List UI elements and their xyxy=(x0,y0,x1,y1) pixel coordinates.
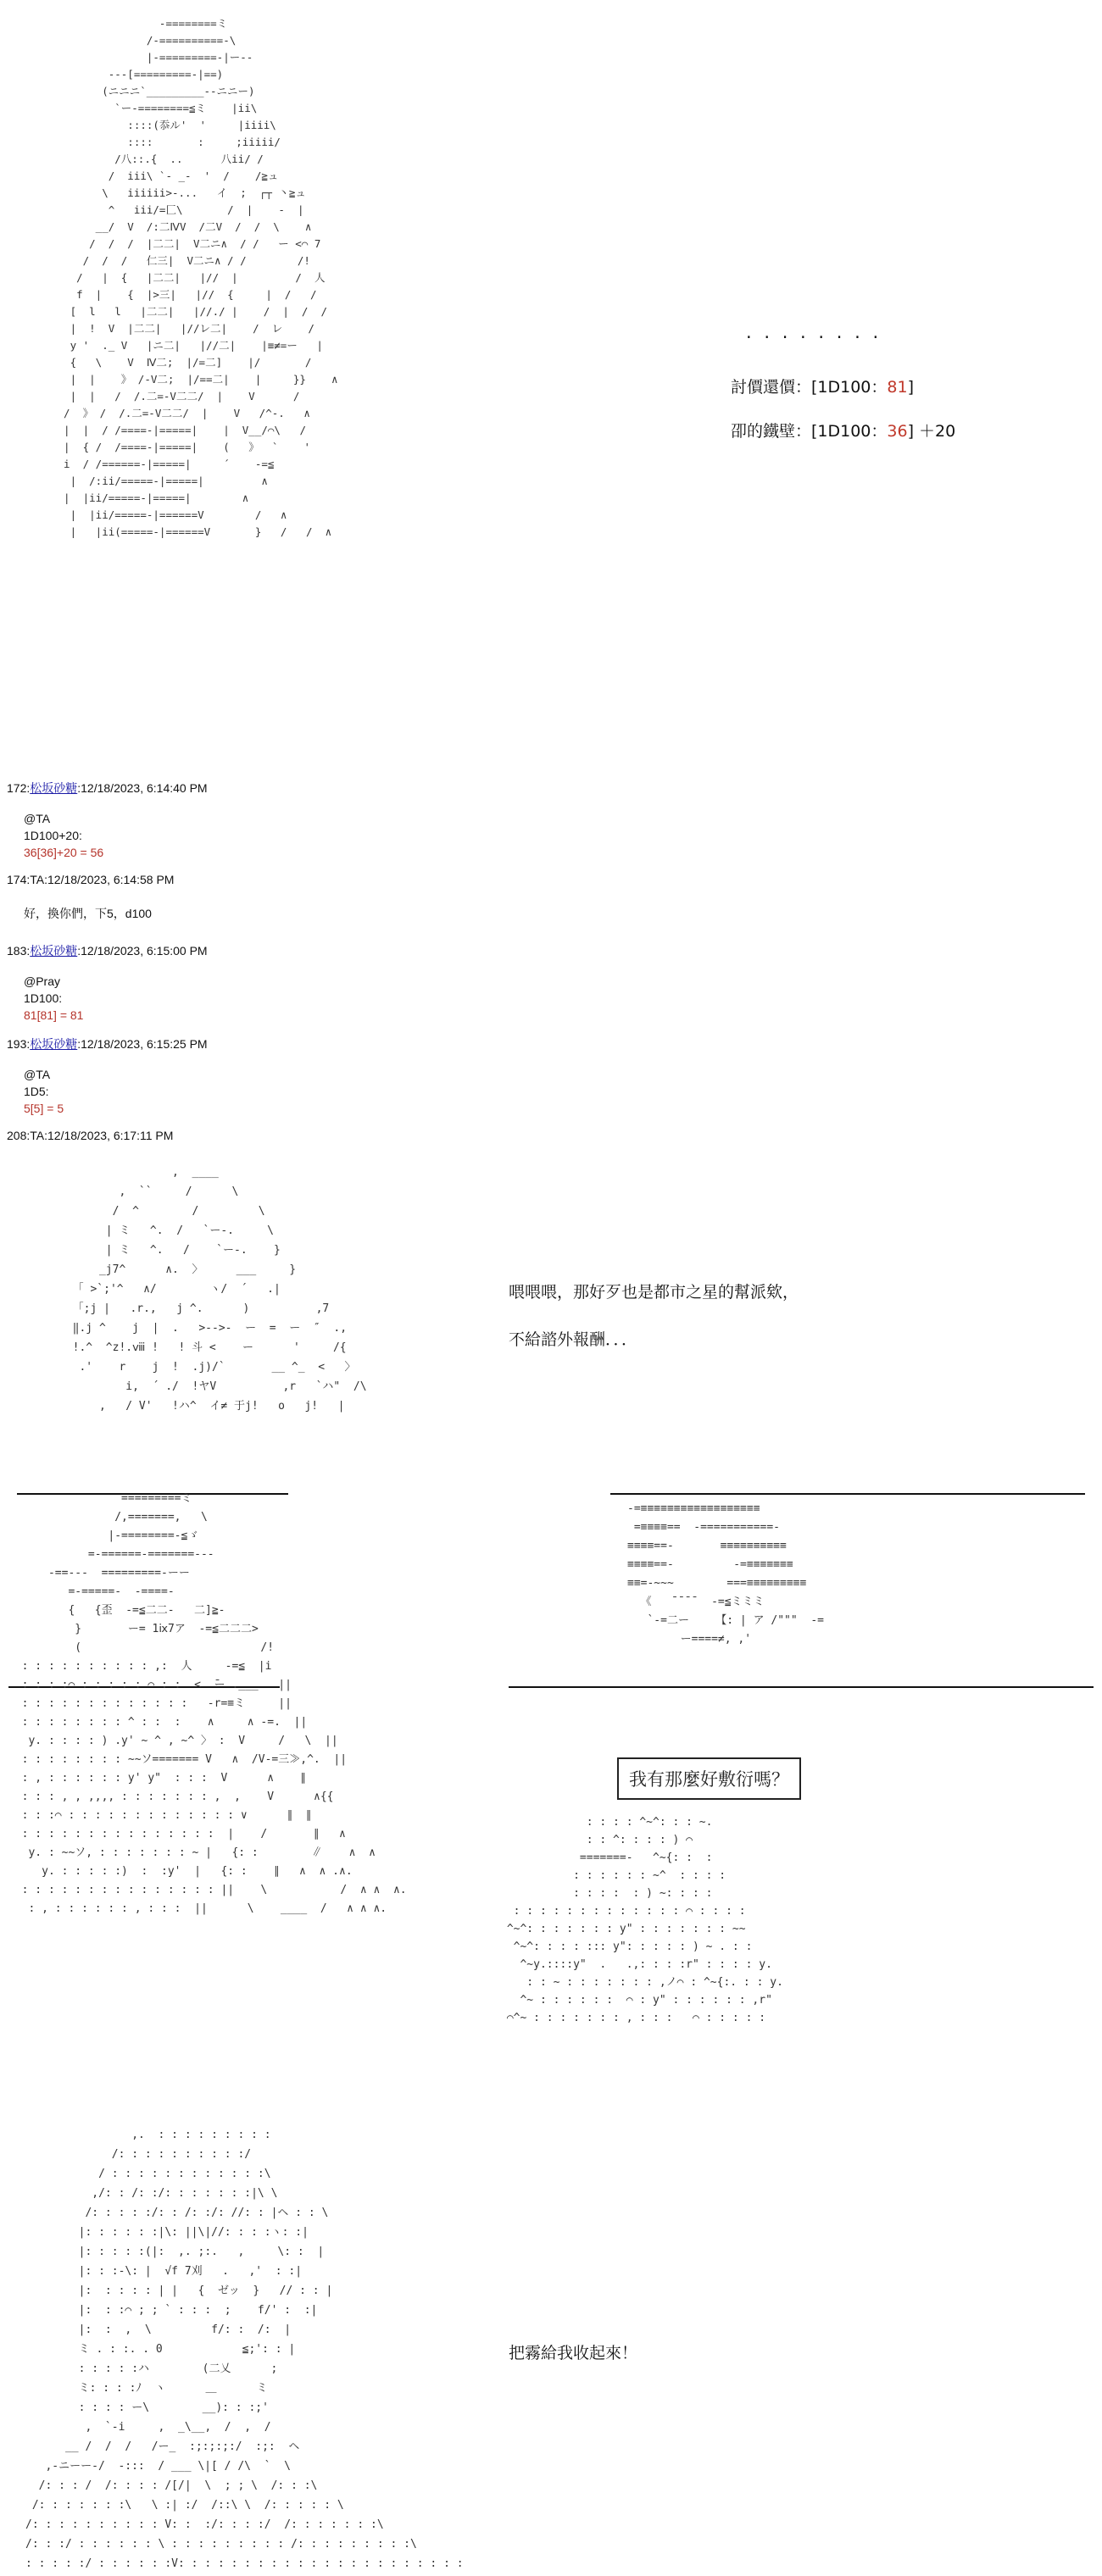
ascii-art-figure-cloak: =========ミ /,=======, \ |-========-≦ゞ =-======-=======--- -==--- =========-ーー =-=====- -====- { {歪 -=≦二二- 二]≧- } ー= 1ⅸ7ア -=≦二二二> ( /! : : : : : : : : : : ,: 人 -=≦ |i : : : :⌒ : : : : : ⌒ : : < ̄ー .___ || : : : : : : : : : : : : : ‐r=≡ミ || : : : : : : : : ^ : : : ∧ ∧ -=. || y. : : : : ) .y' ~ ^ , ~^ 〉 : V / \ || : : : : : : : : ~~ソ======= V ∧ /V-=三≫,^. || : , : : : : : : y' y" : : : V ∧ ∥ : : : , , ,,,, : : : : : : : , , V ∧{{ : : :⌒ : : : : : : : : : : : : : ∨ ∥ ∥ : : : : : : : : : : : : : : : | / ∥ ∧ y. : ~~ソ, : : : : : : : ~ | {: : ∥ ∧ ∧ y. : : : : :) : :y' | {: : ∥ ∧ ∧ .∧. : : : : : : : : : : : : : : : || \ / ∧ ∧ ∧. : , : : : : : : , : : : || \ ____ / ∧ ∧ ∧. xyxy=(21,1492,407,1915)
dialogue-line: 喂喂喂，那好歹也是都市之星的幫派欸， xyxy=(509,1283,799,1302)
dice-result-value: 5 xyxy=(57,1102,64,1115)
ascii-art-mist: : : : : ^~^: : : ~. : : ^: : : : ) ⌒ =======- ^~{: : : : : : : : : ~^ : : : : : : : : : ) ~: : : : : : : : : : : : : : : : : ⌒ : : : : ^~^: : : : : : : y" : : : : : : : ~~ ^~^: : : : ::: y": : : : : ) ~ . : : ^~y.::::y" . .,: : : :r" : : : : y. : : ~ : : : : : : : ,ノ⌒ : ^~{:. : : y. ^~ : : : : : : ⌒ : y" : : : : : : ,r" ⌒^~ : : : : : : : , : : : ⌒ : : : : : xyxy=(506,1816,783,2024)
roll-value: 81 xyxy=(887,378,908,397)
dice-result xyxy=(24,1007,83,1024)
roll-label: 討價還價：[1D100： xyxy=(731,378,888,397)
post-body xyxy=(24,810,103,861)
dice-result-expr: 36[36]+20 = xyxy=(24,846,91,859)
dice-result xyxy=(24,1100,64,1117)
post-author: TA xyxy=(30,873,45,886)
dice-result xyxy=(24,844,103,861)
roll-line-iron-wall xyxy=(731,419,955,441)
roll-suffix: ] xyxy=(907,378,915,397)
roll-label: 卲的鐵壁：[1D100： xyxy=(731,422,888,441)
roll-suffix: ] ＋20 xyxy=(907,422,956,441)
post-body xyxy=(24,905,152,922)
post-line: @TA xyxy=(24,812,51,825)
post-author-link[interactable]: 松坂砂糖 xyxy=(30,781,78,795)
post-timestamp: 12/18/2023, 6:15:25 PM xyxy=(81,1037,208,1051)
roll-value: 36 xyxy=(887,422,908,441)
speed-line xyxy=(509,1686,1094,1688)
post-number: 193 xyxy=(7,1037,27,1051)
post-author-link[interactable]: 松坂砂糖 xyxy=(30,1037,78,1051)
post-header: 208:TA:12/18/2023, 6:17:11 PM xyxy=(7,1129,174,1142)
post-number: 183 xyxy=(7,944,27,958)
post-body xyxy=(24,973,83,1024)
post-line: 1D100: xyxy=(24,991,63,1005)
post-number: 172 xyxy=(7,781,27,795)
dice-result-value: 56 xyxy=(90,846,104,859)
post-author: TA xyxy=(30,1129,45,1142)
dice-result-expr: 5[5] = xyxy=(24,1102,58,1115)
post-header: 193:松坂砂糖:12/18/2023, 6:15:25 PM xyxy=(7,1037,208,1051)
post-timestamp: 12/18/2023, 6:14:58 PM xyxy=(47,873,175,886)
ascii-art-character-portrait: ,. : : : : : : : : : /: : : : : : : : : :/ / : : : : : : : : : : : :\ ,/: : /: :/: : : : : : :|\ \ /: : : : :/: : /: :/: //: : |ヘ : : \ |: : : : : :|\: ||\|//: : : :ヽ: :| |: : : : :(|: ,. ;:. , \: : | |: : :-\: | √f 7刈 . ,' : :| |: : : : : | | { ゼッ } // : : | |: : :⌒ ; ; ` : : : ; f/' : :| |: : , \ f/: : /: | ミ . : :. . 0 ≦;': : | : : : : :ハ (二乂 ; ミ: : : :ﾉ ヽ ＿ ミ : : : : ー\ __): : :;' , `-i , _\__, / , / __ / / / /ー_ :;:;:;:/ :;: ヘ ,-ニーー‐/ -::: / ___ \|[ / /\ ` \ /: : : / /: : : : /[/| \ ; ; \ /: : :\ /: : : : : : :\ \ :| :/ /::\ \ /: : : : : \ /: : : : : : : : : : V: : :/: : : :/ /: : : : : : :\ /: : :/ : : : : : : \ : : : : : : : : : /: : : : : : : : :\ : : : : :/ : : : : : :V: : : : : : : : : : : : : : : : : : : : : : xyxy=(25,2129,464,2570)
ascii-art-shadow-figure: -=≡≡≡≡≡≡≡≡≡≡≡≡≡≡≡≡≡≡ =≡≡≡≡== -===========- ≡≡≡≡==- ≡≡≡≡≡≡≡≡≡≡ ≡≡≡≡==- -=≡≡≡≡≡≡≡ ≡≡=-~~~ ===≡≡≡≡≡≡≡≡≡ 《 ̄ ̄ ̄ ̄ -=≦ミミミ `-=二ー 【: | ア /""" -= ー====≠, ,' xyxy=(627,1502,825,1646)
post-timestamp: 12/18/2023, 6:17:11 PM xyxy=(47,1129,174,1142)
dialogue-line: 把霧給我收起來！ xyxy=(509,2344,638,2362)
dice-result-value: 81 xyxy=(70,1008,84,1022)
speed-line xyxy=(610,1493,1085,1495)
post-line: 好，換你們，下5，d100 xyxy=(24,907,152,920)
dice-result-expr: 81[81] = xyxy=(24,1008,70,1022)
post-line: @Pray xyxy=(24,974,60,988)
ellipsis-text: . . . . . . . . xyxy=(746,322,882,342)
post-header: 172:松坂砂糖:12/18/2023, 6:14:40 PM xyxy=(7,781,208,795)
speech-bubble: 我有那麼好敷衍嗎？ xyxy=(617,1757,801,1800)
post-number: 208 xyxy=(7,1129,27,1142)
post-number: 174 xyxy=(7,873,27,886)
post-header: 183:松坂砂糖:12/18/2023, 6:15:00 PM xyxy=(7,944,208,958)
dialogue-line: 不給諮外報酬．．． xyxy=(509,1330,638,1349)
ascii-art-figure-hat: -========ミ /-==========-\ |-=========-|ー-- ---[=========-|==) (ニニニ`_________--ニニー) `ー-========≦ミ |ii\ ::::(忝ル' ' |iiii\ :::: : ;iiiii/ /八::.{ .. 八ii/ / / iii\ `- _- ' / /≧ュ \ iiiiii>-... イ ; ┌┬ 丶≧ュ ^ iii/=匚\ / | - | __/ V /:二ⅣV /二V / / \ ∧ / / / |二二| V二ニ∧ / / ー <⌒ 7 / / / 仁三| V二ニ∧ / / /! / | { |二二| |// | / 人 f | { |>三| |// { | / / [ l l |二二| |//./ | / | / / | ! V |二二| |//レ二| / レ / y ' ._ V |ニ二| |//二| |≡≠=ー | { \ V Ⅳ二; |/=二] |/ / | | 》 /-V二; |/==二| | }} ∧ | | / /.二=-V二二/ | V / / 》 / /.二=-V二二/ | V /^-. ∧ | | / /====-|=====| | V__/⌒\ / | { / /====-|=====| ( 》 ` ' i / /======-|=====| ´ -=≦ | /:ii/=====-|=====| ∧ | |ii/=====-|=====| ∧ | |ii/=====-|======V / ∧ | |ii(=====-|======V } / / ∧ xyxy=(64,17,338,538)
post-header: 174:TA:12/18/2023, 6:14:58 PM xyxy=(7,873,175,886)
post-body xyxy=(24,1066,64,1117)
post-line: 1D5: xyxy=(24,1085,49,1098)
post-author-link[interactable]: 松坂砂糖 xyxy=(30,944,78,958)
roll-line-bargain xyxy=(731,375,914,397)
post-timestamp: 12/18/2023, 6:14:40 PM xyxy=(81,781,208,795)
post-timestamp: 12/18/2023, 6:15:00 PM xyxy=(81,944,208,958)
post-line: @TA xyxy=(24,1068,51,1081)
ascii-art-characters-group: , ____ , `` / \ / ^ / \ | ミ ^. / `ー-. \ | ミ ^. / `ー-. } _j7^ ∧. 〉 ___ } 「 >`;'^ ∧/ ヽ/ ´ .| 「;j | .r., j ^. ) ,7 ‖.j ^ j | . >-->- ー = ー ″ ., !.^ ^z!.ⅷ ! ! 斗 < ー ' /{ .' r j ! .j)/` __ ^_ < 〉 i, ´ ./ !ヤV ,r `ハ" /\ , / V' !ハ^ イ≠ 于j! o j! | xyxy=(72,1166,367,1413)
post-line: 1D100+20: xyxy=(24,829,82,842)
